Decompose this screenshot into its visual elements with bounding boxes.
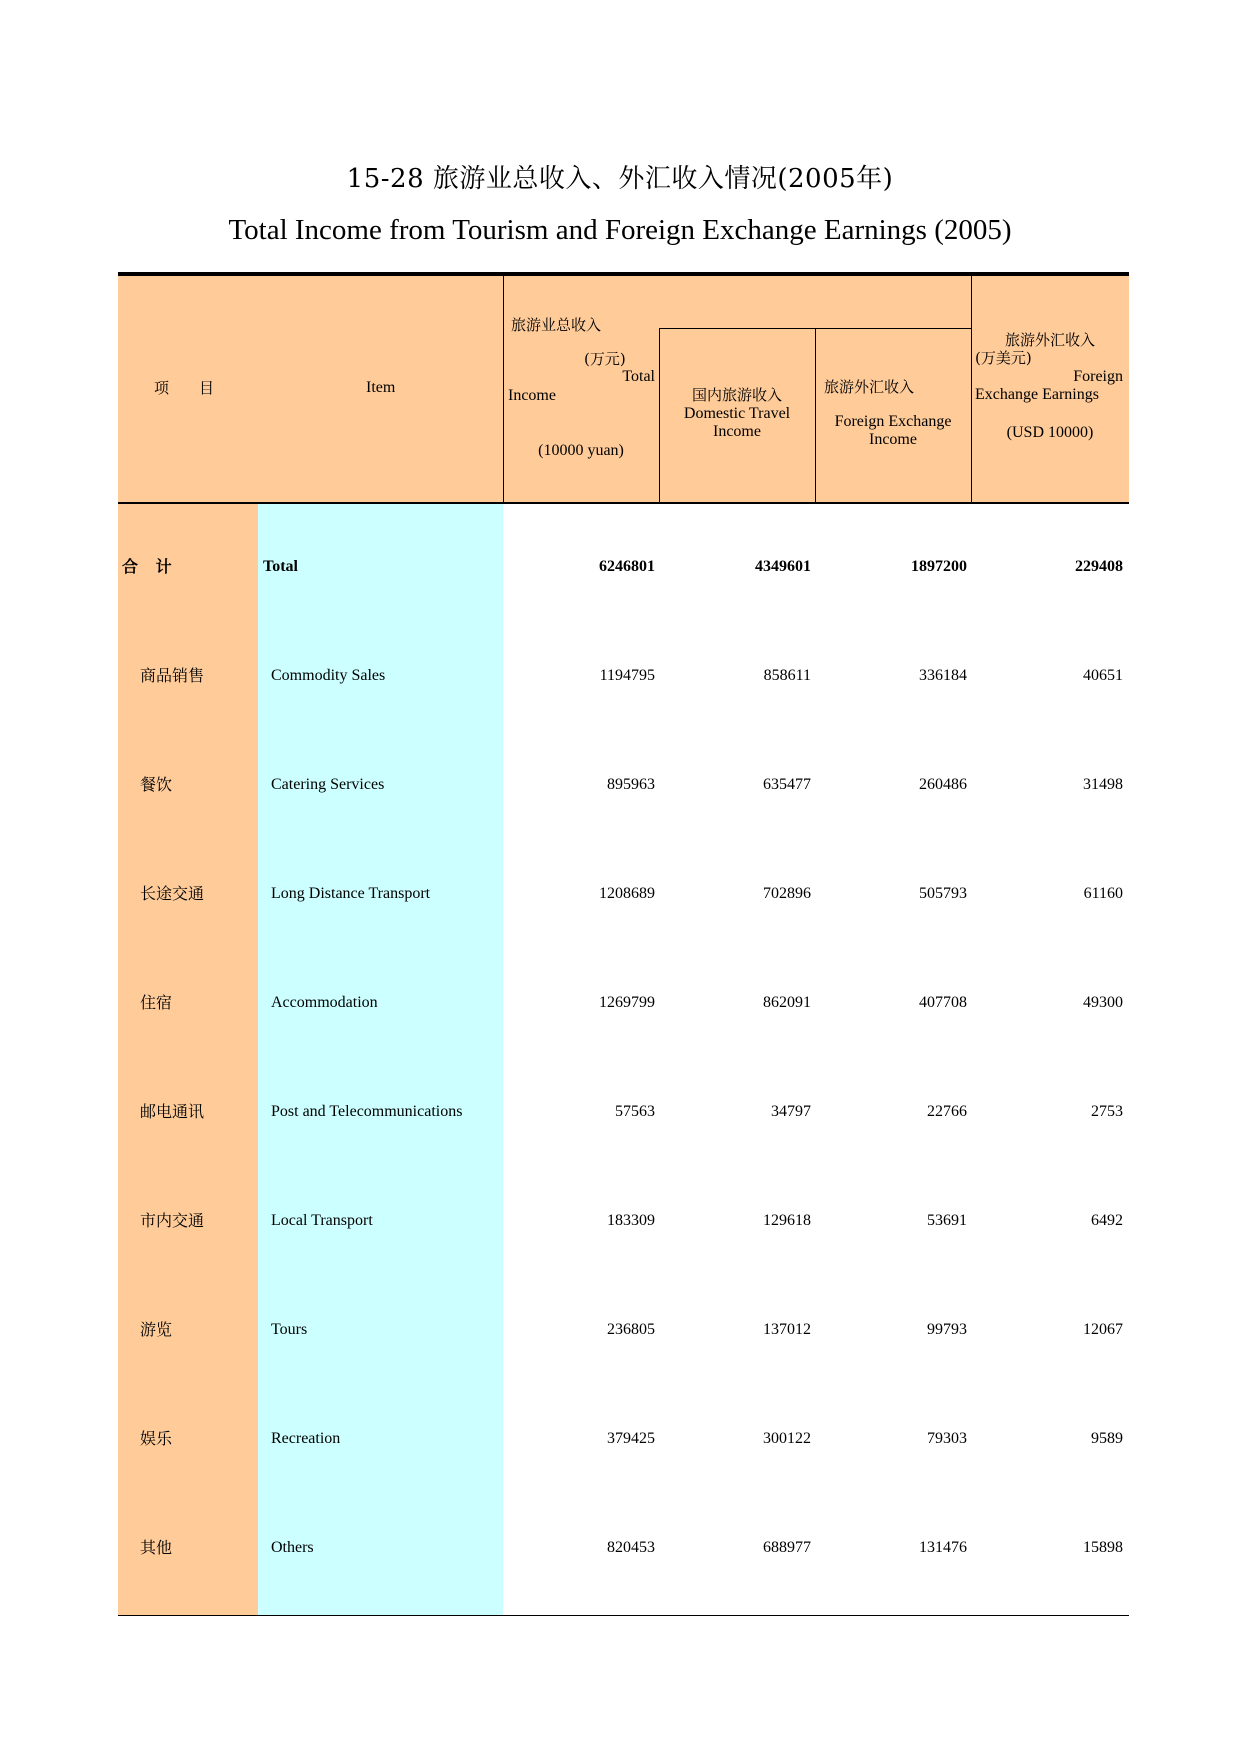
page-title-cn: 15-28 旅游业总收入、外汇收入情况(2005年) [346,164,894,194]
row-total-income: 1208689 [599,885,655,902]
row-fx-income: 505793 [919,885,967,902]
row-item-cn: 长途交通 [140,884,205,903]
row-fx-income: 53691 [927,1212,967,1229]
row-fx-income: 1897200 [911,558,967,575]
table-row [118,1211,1129,1231]
row-domestic-income: 688977 [763,1539,811,1556]
row-domestic-income: 862091 [763,994,811,1011]
row-domestic-income: 858611 [763,667,811,684]
row-item-en: Post and Telecommunications [271,1103,463,1120]
row-fx-income: 336184 [919,667,967,684]
row-fx-income: 260486 [919,776,967,793]
table-row [118,1538,1129,1558]
row-item-cn: 商品销售 [140,666,205,685]
row-domestic-income: 635477 [763,776,811,793]
row-item-en: Local Transport [271,1212,373,1229]
row-total-income: 1269799 [599,994,655,1011]
header-total-unit-en: (10000 yuan) [538,442,624,459]
page-title-en: Total Income from Tourism and Foreign Exchange Earnings (2005) [228,214,1012,246]
row-total-income: 820453 [607,1539,655,1556]
row-total-income: 895963 [607,776,655,793]
header-item-en: Item [366,379,396,396]
row-total-income: 236805 [607,1321,655,1338]
row-total-income: 379425 [607,1430,655,1447]
row-domestic-income: 300122 [763,1430,811,1447]
table-row [118,993,1129,1013]
row-fx-income: 79303 [927,1430,967,1447]
header-total-cn: 旅游业总收入 [511,316,602,334]
row-fx-earnings: 2753 [1091,1103,1123,1120]
row-item-cn: 合 计 [122,557,178,576]
table-row [118,1320,1129,1340]
row-item-en: Total [263,558,298,575]
row-domestic-income: 702896 [763,885,811,902]
header-domestic-en-2: Income [713,423,761,440]
table-row [118,1102,1129,1122]
row-fx-earnings: 61160 [1083,885,1123,902]
row-item-cn: 餐饮 [140,775,173,794]
row-item-cn: 游览 [140,1320,173,1339]
row-total-income: 183309 [607,1212,655,1229]
header-domestic-cn: 国内旅游收入 [691,386,782,404]
row-item-en: Accommodation [271,994,378,1011]
row-total-income: 57563 [615,1103,655,1120]
header-fx-en-1: Foreign Exchange [834,413,952,430]
row-fx-earnings: 12067 [1083,1321,1123,1338]
row-fx-income: 99793 [927,1321,967,1338]
header-fxe-unit-cn: (万美元) [975,349,1032,367]
header-total-en-1: Total [622,368,655,385]
header-total-en-2: Income [508,387,556,404]
header-fxe-cn: 旅游外汇收入 [1004,331,1095,349]
header-subdivider [659,328,971,329]
table-header [118,276,1129,504]
row-fx-earnings: 9589 [1091,1430,1123,1447]
row-fx-earnings: 229408 [1075,558,1123,575]
row-fx-earnings: 49300 [1083,994,1123,1011]
row-item-en: Catering Services [271,776,385,793]
row-item-cn: 邮电通讯 [140,1102,205,1121]
row-item-cn: 娱乐 [140,1429,173,1448]
header-total-unit-cn: (万元) [584,350,626,368]
header-divider [971,276,972,502]
header-fx-cn: 旅游外汇收入 [824,378,915,396]
header-item-cn: 项 目 [154,379,215,397]
row-fx-earnings: 15898 [1083,1539,1123,1556]
row-total-income: 1194795 [599,667,655,684]
row-fx-income: 131476 [919,1539,967,1556]
row-item-en: Commodity Sales [271,667,386,684]
header-fx-en-2: Income [869,431,917,448]
row-total-income: 6246801 [599,558,655,575]
table-row-total [118,557,1129,577]
row-item-en: Long Distance Transport [271,885,431,902]
row-domestic-income: 4349601 [755,558,811,575]
table-bottom-rule [118,1615,1129,1616]
row-item-en: Others [271,1539,314,1556]
row-item-cn: 市内交通 [140,1211,205,1230]
table-row [118,666,1129,686]
header-fxe-en-1: Foreign [1073,368,1123,385]
table-row [118,775,1129,795]
row-fx-income: 407708 [919,994,967,1011]
row-item-en: Recreation [271,1430,341,1447]
row-fx-income: 22766 [927,1103,967,1120]
row-fx-earnings: 6492 [1091,1212,1123,1229]
header-domestic-en-1: Domestic Travel [683,405,791,422]
row-item-cn: 其他 [140,1538,173,1557]
header-divider [503,276,504,502]
table-row [118,1429,1129,1449]
row-item-cn: 住宿 [140,993,173,1012]
header-fxe-unit-en: (USD 10000) [1006,424,1094,441]
table-row [118,884,1129,904]
row-domestic-income: 34797 [771,1103,811,1120]
header-fxe-en-2: Exchange Earnings [975,386,1099,403]
row-domestic-income: 129618 [763,1212,811,1229]
row-fx-earnings: 40651 [1083,667,1123,684]
row-fx-earnings: 31498 [1083,776,1123,793]
row-domestic-income: 137012 [763,1321,811,1338]
row-item-en: Tours [271,1321,308,1338]
